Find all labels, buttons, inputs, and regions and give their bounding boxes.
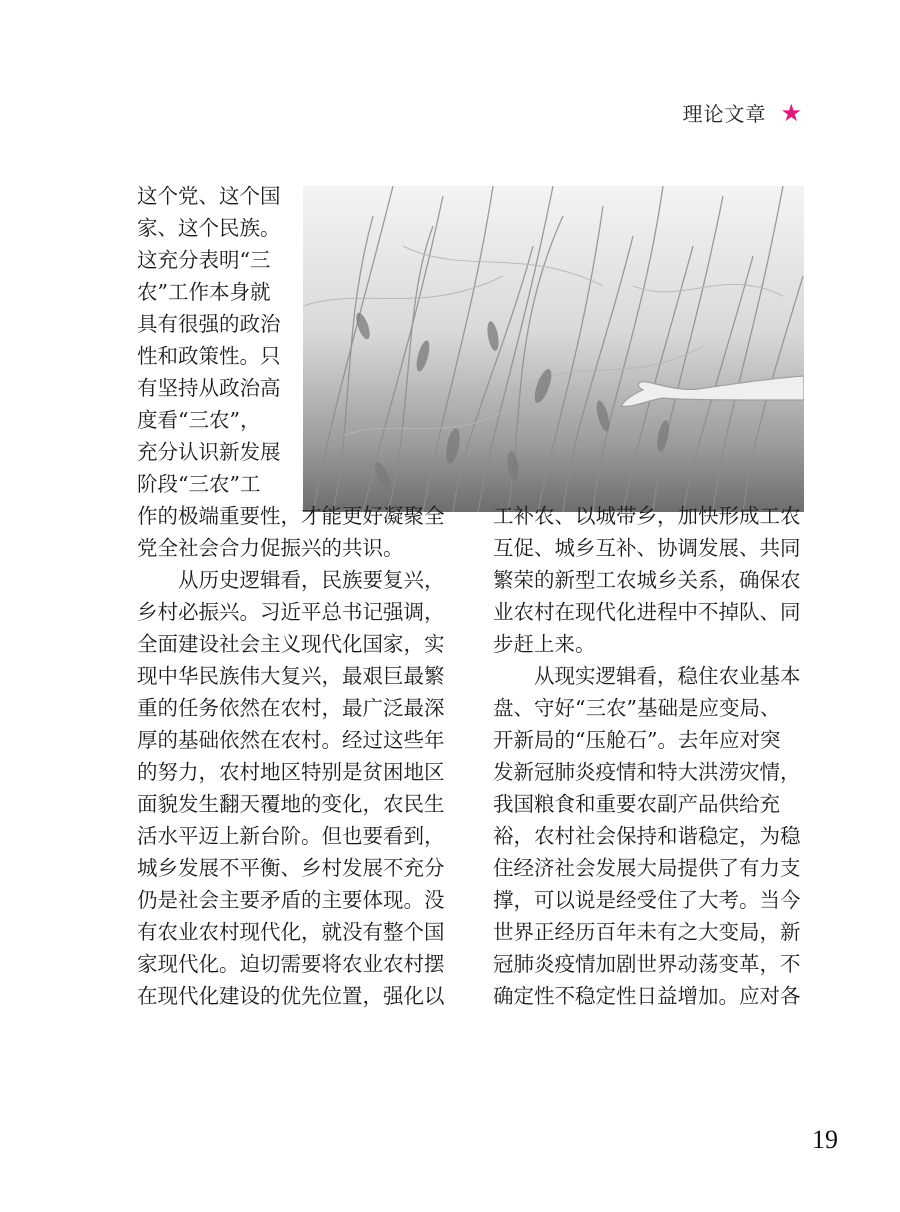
text-line: 城乡发展不平衡、乡村发展不充分 (137, 856, 445, 880)
text-line: 现中华民族伟大复兴，最艰巨最繁 (137, 664, 445, 688)
text-line: 发新冠肺炎疫情和特大洪涝灾情， (493, 760, 801, 784)
text-line: 度看“三农”， (137, 408, 261, 432)
text-line: 面貌发生翻天覆地的变化，农民生 (137, 792, 445, 816)
page-number: 19 (812, 1125, 838, 1154)
text-line: 世界正经历百年未有之大变局，新 (493, 920, 801, 944)
text-line: 作的极端重要性，才能更好凝聚全 (137, 504, 445, 528)
text-line: 撑，可以说是经受住了大考。当今 (493, 888, 801, 912)
text-line: 繁荣的新型工农城乡关系，确保农 (493, 568, 801, 592)
text-line: 活水平迈上新台阶。但也要看到， (137, 824, 445, 848)
text-line: 业农村在现代化进程中不掉队、同 (493, 600, 801, 624)
text-line: 这个党、这个国 (137, 184, 281, 208)
text-line: 家、这个民族。 (137, 216, 281, 240)
text-line: 农”工作本身就 (137, 280, 271, 304)
text-line: 阶段“三农”工 (137, 472, 261, 496)
text-line: 党全社会合力促振兴的共识。 (137, 536, 404, 560)
text-line: 全面建设社会主义现代化国家，实 (137, 632, 445, 656)
text-line: 确定性不稳定性日益增加。应对各 (493, 984, 801, 1008)
running-header (682, 98, 802, 127)
text-line: 的努力，农村地区特别是贫困地区 (137, 760, 445, 784)
text-line: 步赶上来。 (493, 632, 596, 656)
text-line: 家现代化。迫切需要将农业农村摆 (137, 952, 445, 976)
text-line: 有坚持从政治高 (137, 376, 281, 400)
section-title: 理论文章 (682, 102, 767, 126)
text-line: 重的任务依然在农村，最广泛最深 (137, 696, 445, 720)
text-line: 具有很强的政治 (137, 312, 281, 336)
text-line: 盘、守好“三农”基础是应变局、 (493, 696, 781, 720)
text-line: 裕，农村社会保持和谐稳定，为稳 (493, 824, 801, 848)
text-line: 厚的基础依然在农村。经过这些年 (137, 728, 445, 752)
text-line: 从历史逻辑看，民族要复兴， (178, 568, 445, 592)
text-line: 开新局的“压舱石”。去年应对突 (493, 728, 781, 752)
text-line: 充分认识新发展 (137, 440, 281, 464)
rice-field-with-hand-photo-icon (303, 186, 804, 512)
text-line: 有农业农村现代化，就没有整个国 (137, 920, 445, 944)
text-line: 仍是社会主要矛盾的主要体现。没 (137, 888, 445, 912)
text-line: 在现代化建设的优先位置，强化以 (137, 984, 445, 1008)
text-line: 冠肺炎疫情加剧世界动荡变革，不 (493, 952, 801, 976)
text-line: 从现实逻辑看，稳住农业基本 (534, 664, 801, 688)
text-line: 互促、城乡互补、协调发展、共同 (493, 536, 801, 560)
text-line: 性和政策性。只 (137, 344, 281, 368)
text-line: 工补农、以城带乡，加快形成工农 (493, 504, 801, 528)
rice-field-photo (303, 186, 804, 512)
text-line: 乡村必振兴。习近平总书记强调， (137, 600, 445, 624)
star-icon: ★ (780, 98, 802, 127)
text-line: 这充分表明“三 (137, 248, 271, 272)
text-line: 我国粮食和重要农副产品供给充 (493, 792, 780, 816)
text-line: 住经济社会发展大局提供了有力支 (493, 856, 801, 880)
